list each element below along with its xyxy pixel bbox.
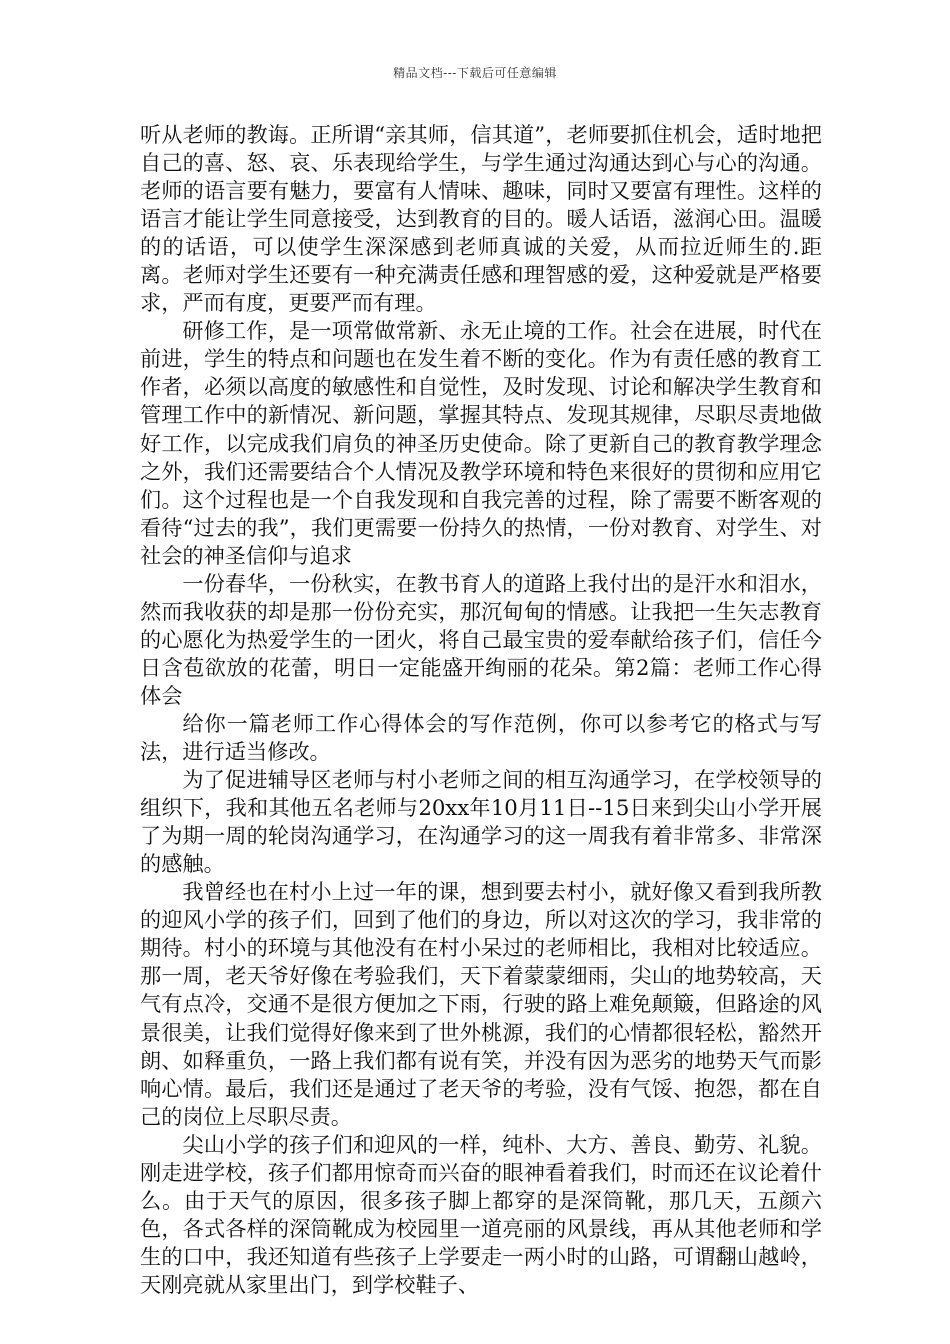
paragraph: 一份春华，一份秋实，在教书育人的道路上我付出的是汗水和泪水，然而我收获的却是那一份份充实，那沉甸甸的情感。让我把一生矢志教育的心愿化为热爱学生的一团火，将自己最宝贵的爱奉献给孩子们，信任今日含苞欲放的花蕾，明日一定能盛开绚丽的花朵。第2篇：老师工作心得体会 bbox=[140, 570, 822, 708]
paragraph: 尖山小学的孩子们和迎风的一样，纯朴、大方、善良、勤劳、礼貌。刚走进学校，孩子们都用惊奇而兴奋的眼神看着我们，时而还在议论着什么。由于天气的原因，很多孩子脚上都穿的是深筒靴，那几天，五颜六色，各式各样的深筒靴成为校园里一道亮丽的风景线，再从其他老师和学生的口中，我还知道有些孩子上学要走一两小时的山路，可谓翻山越岭，天刚亮就从家里出门，到学校鞋子、 bbox=[140, 1131, 822, 1297]
paragraph: 为了促进辅导区老师与村小老师之间的相互沟通学习，在学校领导的组织下，我和其他五名老师与20xx年10月11日--15日来到尖山小学开展了为期一周的轮岗沟通学习，在沟通学习的这一周我有着非常多、非常深的感触。 bbox=[140, 767, 822, 877]
paragraph: 给你一篇老师工作心得体会的写作范例，你可以参考它的格式与写法，进行适当修改。 bbox=[140, 710, 822, 765]
paragraph-continued: 听从老师的教诲。正所谓“亲其师，信其道”，老师要抓住机会，适时地把自己的喜、怒、哀、乐表现给学生，与学生通过沟通达到心与心的沟通。老师的语言要有魅力，要富有人情味、趣味，同时又要富有理性。这样的语言才能让学生同意接受，达到教育的目的。暖人话语，滋润心田。温暖的的话语，可以使学生深深感到老师真诚的关爱，从而拉近师生的.距离。老师对学生还要有一种充满责任感和理智感的爱，这种爱就是严格要求，严而有度，更要严而有理。 bbox=[140, 122, 822, 316]
paragraph: 研修工作，是一项常做常新、永无止境的工作。社会在进展，时代在前进，学生的特点和问题也在发生着不断的变化。作为有责任感的教育工作者，必须以高度的敏感性和自觉性，及时发现、讨论和解决学生教育和管理工作中的新情况、新问题，掌握其特点、发现其规律，尽职尽责地做好工作，以完成我们肩负的神圣历史使命。除了更新自己的教育教学理念之外，我们还需要结合个人情况及教学环境和特色来很好的贯彻和应用它们。这个过程也是一个自我发现和自我完善的过程，除了需要不断客观的看待“过去的我”，我们更需要一份持久的热情，一份对教育、对学生、对社会的神圣信仰与追求 bbox=[140, 318, 822, 568]
paragraph: 我曾经也在村小上过一年的课，想到要去村小，就好像又看到我所教的迎风小学的孩子们，回到了他们的身边，所以对这次的学习，我非常的期待。村小的环境与其他没有在村小呆过的老师相比，我相对比较适应。那一周，老天爷好像在考验我们，天下着蒙蒙细雨，尖山的地势较高，天气有点冷，交通不是很方便加之下雨，行驶的路上难免颠簸，但路途的风景很美，让我们觉得好像来到了世外桃源，我们的心情都很轻松，豁然开朗、如释重负，一路上我们都有说有笑，并没有因为恶劣的地势天气而影响心情。最后，我们还是通过了老天爷的考验，没有气馁、抱怨，都在自己的岗位上尽职尽责。 bbox=[140, 879, 822, 1129]
document-body bbox=[140, 121, 822, 1299]
page-header: 精品文档---下载后可任意编辑 bbox=[393, 66, 557, 80]
